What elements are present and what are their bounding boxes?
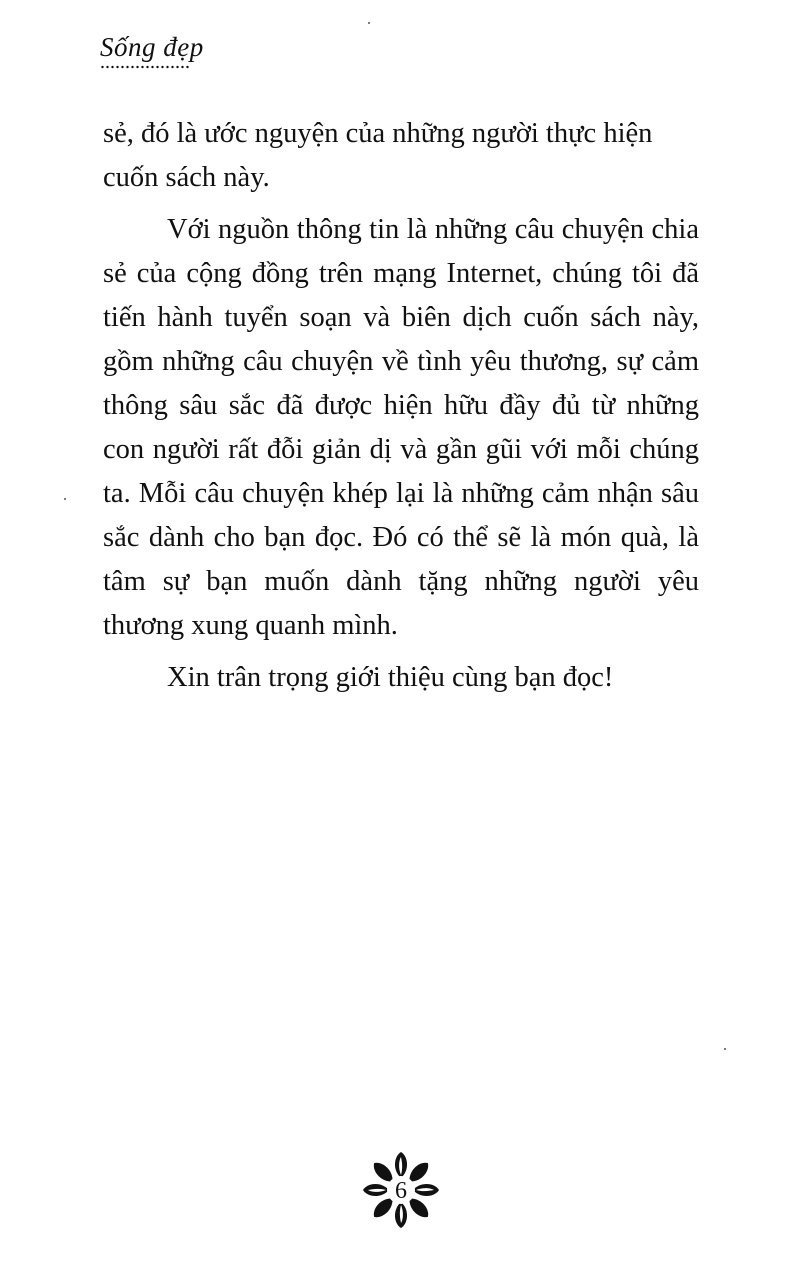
paragraph: sẻ, đó là ước nguyện của những người thực hiện cuốn sách này.: [103, 118, 653, 193]
paragraph: Với nguồn thông tin là những câu chuyện chia sẻ của cộng đồng trên mạng Internet, chúng tôi đã tiến hành tuyển soạn và biên dịch cuốn sách này, gồm những câu chuyện về tình yêu thương, sự cảm thông sâu sắc đã được hiện hữu đầy đủ từ những con người rất đỗi giản dị và gần gũi với mỗi chúng ta. Mỗi câu chuyện khép lại là những cảm nhận sâu sắc dành cho bạn đọc. Đó có thể sẽ là món quà, là tâm sự bạn muốn dành tặng những người yêu thương xung quanh mình.: [103, 214, 699, 641]
scan-speck: [724, 1048, 726, 1050]
scan-speck: [64, 498, 66, 500]
body-text: [103, 112, 699, 700]
page-number-ornament: [361, 1150, 441, 1230]
header-title: Sống đẹp: [100, 32, 204, 62]
closing-line: Xin trân trọng giới thiệu cùng bạn đọc!: [167, 662, 614, 693]
page-number: 6: [395, 1178, 407, 1204]
header-dotted-underline: [100, 65, 190, 69]
running-header: [100, 30, 204, 69]
scan-speck: [368, 22, 370, 24]
